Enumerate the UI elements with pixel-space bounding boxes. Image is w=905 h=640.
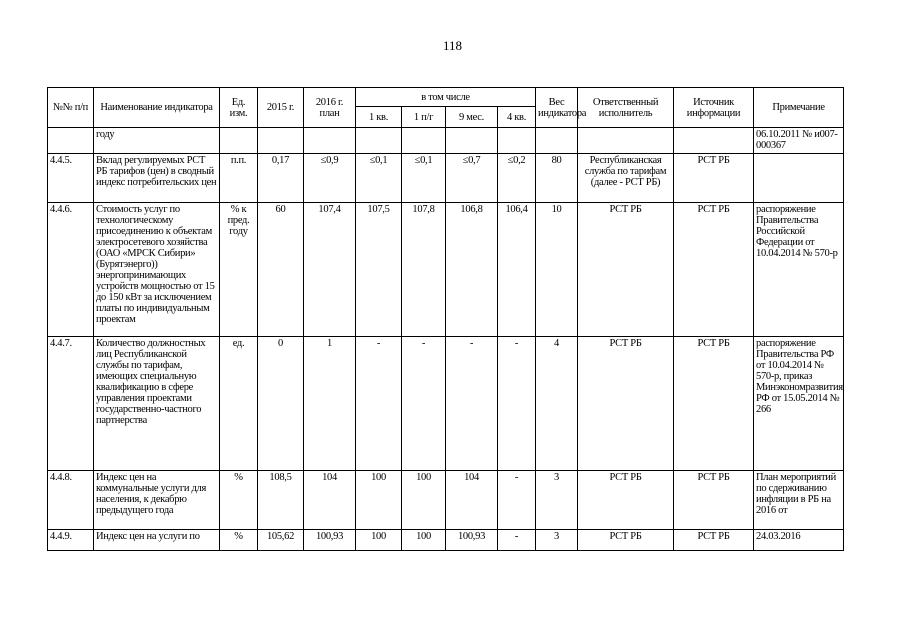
cell-2015: 0,17 [258, 154, 304, 203]
cell-2015: 108,5 [258, 471, 304, 530]
cell-2016-plan: ≤0,9 [304, 154, 356, 203]
cell-q1: ≤0,1 [356, 154, 402, 203]
cell-note: 24.03.2016 [754, 530, 844, 551]
header-9m: 9 мес. [446, 107, 498, 128]
cell-name: году [94, 128, 220, 154]
cell-source: РСТ РБ [674, 154, 754, 203]
cell-source: РСТ РБ [674, 471, 754, 530]
table-row [48, 128, 844, 154]
cell-q4: - [498, 530, 536, 551]
header-name: Наименование индикатора [94, 88, 220, 128]
cell-2016-plan: 100,93 [304, 530, 356, 551]
cell-weight: 3 [536, 530, 578, 551]
cell-source: РСТ РБ [674, 203, 754, 337]
cell-responsible: Республиканская служба по тарифам (далее - РСТ РБ) [578, 154, 674, 203]
cell-name: Индекс цен на услуги по [94, 530, 220, 551]
cell-unit: ед. [220, 337, 258, 471]
header-source: Источник информации [674, 88, 754, 128]
cell-9m: - [446, 337, 498, 471]
cell-weight: 4 [536, 337, 578, 471]
cell-h1 [402, 128, 446, 154]
cell-h1: 107,8 [402, 203, 446, 337]
cell-unit [220, 128, 258, 154]
cell-9m: 100,93 [446, 530, 498, 551]
cell-h1: ≤0,1 [402, 154, 446, 203]
header-q4: 4 кв. [498, 107, 536, 128]
cell-responsible: РСТ РБ [578, 471, 674, 530]
cell-num: 4.4.8. [48, 471, 94, 530]
cell-name: Индекс цен на коммунальные услуги для населения, к декабрю предыдущего года [94, 471, 220, 530]
cell-num: 4.4.5. [48, 154, 94, 203]
cell-unit: % [220, 471, 258, 530]
cell-9m [446, 128, 498, 154]
cell-note [754, 154, 844, 203]
header-h1: 1 п/г [402, 107, 446, 128]
cell-num: 4.4.6. [48, 203, 94, 337]
cell-2016-plan [304, 128, 356, 154]
cell-2015: 0 [258, 337, 304, 471]
cell-unit: % [220, 530, 258, 551]
cell-q1: 100 [356, 530, 402, 551]
cell-q4: - [498, 337, 536, 471]
cell-num: 4.4.9. [48, 530, 94, 551]
table-row [48, 337, 844, 471]
cell-responsible [578, 128, 674, 154]
header-unit: Ед. изм. [220, 88, 258, 128]
cell-note: 06.10.2011 № и007-000367 [754, 128, 844, 154]
cell-note: распоряжение Правительства Российской Федерации от 10.04.2014 № 570-р [754, 203, 844, 337]
cell-name: Количество должностных лиц Республиканской службы по тарифам, имеющих специальную квалификацию в сфере управления проектами государственно-частного партнерства [94, 337, 220, 471]
cell-weight: 80 [536, 154, 578, 203]
cell-note: распоряжение Правительства РФ от 10.04.2014 № 570-р, приказ Минэкономразвития РФ от 15.05.2014 № 266 [754, 337, 844, 471]
cell-h1: - [402, 337, 446, 471]
cell-q4: ≤0,2 [498, 154, 536, 203]
cell-q4: - [498, 471, 536, 530]
cell-source [674, 128, 754, 154]
cell-note: План мероприятий по сдерживанию инфляции в РБ на 2016 от [754, 471, 844, 530]
cell-q1: - [356, 337, 402, 471]
cell-2015: 105,62 [258, 530, 304, 551]
cell-source: РСТ РБ [674, 530, 754, 551]
table-row [48, 471, 844, 530]
cell-responsible: РСТ РБ [578, 337, 674, 471]
cell-name: Вклад регулируемых РСТ РБ тарифов (цен) в сводный индекс потребительских цен [94, 154, 220, 203]
table-row [48, 203, 844, 337]
header-including: в том числе [356, 88, 536, 107]
cell-q1 [356, 128, 402, 154]
header-weight: Вес индикатора [536, 88, 578, 128]
cell-9m: ≤0,7 [446, 154, 498, 203]
cell-weight [536, 128, 578, 154]
table-header-row [48, 88, 844, 107]
header-2015: 2015 г. [258, 88, 304, 128]
table-row [48, 154, 844, 203]
cell-2015: 60 [258, 203, 304, 337]
cell-q1: 100 [356, 471, 402, 530]
cell-weight: 10 [536, 203, 578, 337]
cell-9m: 106,8 [446, 203, 498, 337]
page-number: 118 [442, 38, 463, 53]
cell-weight: 3 [536, 471, 578, 530]
cell-responsible: РСТ РБ [578, 203, 674, 337]
cell-unit: п.п. [220, 154, 258, 203]
cell-q1: 107,5 [356, 203, 402, 337]
header-q1: 1 кв. [356, 107, 402, 128]
cell-unit: % к пред. году [220, 203, 258, 337]
cell-2016-plan: 107,4 [304, 203, 356, 337]
cell-responsible: РСТ РБ [578, 530, 674, 551]
cell-q4 [498, 128, 536, 154]
header-num: №№ п/п [48, 88, 94, 128]
cell-num [48, 128, 94, 154]
cell-9m: 104 [446, 471, 498, 530]
cell-source: РСТ РБ [674, 337, 754, 471]
cell-num: 4.4.7. [48, 337, 94, 471]
header-note: Примечание [754, 88, 844, 128]
cell-2015 [258, 128, 304, 154]
header-2016-plan: 2016 г. план [304, 88, 356, 128]
indicators-table [47, 87, 844, 551]
header-responsible: Ответственный исполнитель [578, 88, 674, 128]
cell-name: Стоимость услуг по технологическому присоединению к объектам электросетевого хозяйства (ОАО «МРСК Сибири» (Бурятэнерго)) энергопринимающих устройств мощностью от 15 до 150 кВт за исключением платы по индивидуальным проектам [94, 203, 220, 337]
cell-2016-plan: 104 [304, 471, 356, 530]
cell-2016-plan: 1 [304, 337, 356, 471]
cell-h1: 100 [402, 530, 446, 551]
cell-q4: 106,4 [498, 203, 536, 337]
table-row [48, 530, 844, 551]
cell-h1: 100 [402, 471, 446, 530]
